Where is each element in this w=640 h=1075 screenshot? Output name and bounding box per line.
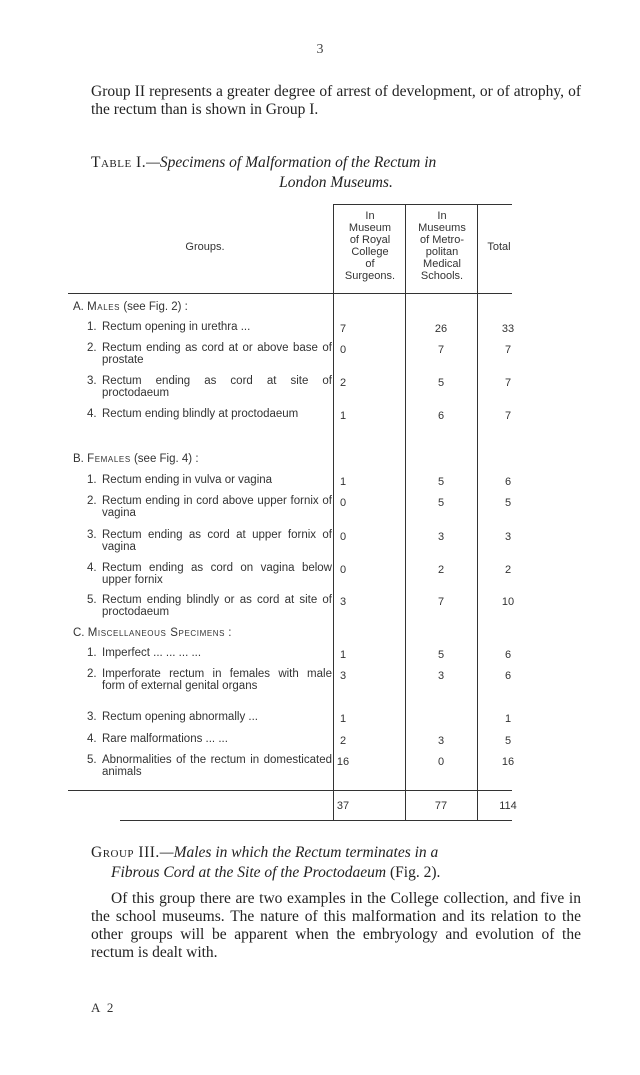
table-bottom-rule (120, 820, 512, 821)
cell-schools: 5 (437, 377, 445, 389)
page-number: 3 (316, 42, 324, 57)
cell-total: 7 (504, 344, 512, 356)
table-row: 1. Rectum ending in vulva or vagina (87, 474, 273, 486)
cell-total: 6 (504, 476, 512, 488)
group3-title-line2: Fibrous Cord at the Site of the Proctodaeum (111, 864, 387, 881)
cell-total: 7 (504, 377, 512, 389)
group3-heading (91, 843, 581, 883)
cell-schools: 7 (437, 344, 445, 356)
header-schools: In Museums of Metro- politan Medical Schools. (418, 210, 466, 282)
cell-total: 1 (504, 713, 512, 725)
cell-rcs: 2 (339, 735, 347, 747)
cell-total: 6 (504, 649, 512, 661)
cell-rcs: 0 (339, 531, 347, 543)
cell-rcs: 16 (336, 756, 350, 768)
cell-total: 16 (501, 756, 515, 768)
cell-total: 3 (504, 531, 512, 543)
group3-title: —Males in which the Rectum terminates in a (159, 844, 439, 861)
cell-schools: 0 (437, 756, 445, 768)
cell-schools: 5 (437, 649, 445, 661)
cell-rcs: 1 (339, 476, 347, 488)
totals-top-rule (68, 790, 512, 791)
cell-schools: 3 (437, 735, 445, 747)
cell-rcs: 0 (339, 564, 347, 576)
cell-rcs: 1 (339, 649, 347, 661)
table-row: 2. Rectum ending in cord above upper fornix of vagina (87, 495, 332, 519)
cell-total: 10 (501, 596, 515, 608)
group3-fig-ref: (Fig. 2). (389, 864, 441, 881)
body-paragraph: Of this group there are two examples in the College collection, and five in the school museums. The nature of this malformation and its relation to the other groups will be apparent when the embryology and evolution of the rectum is dealt with. (91, 890, 581, 961)
table-row: 4. Rare malformations ... ... (87, 733, 228, 745)
cell-total: 33 (501, 323, 515, 335)
table-caption-label: Table I. (91, 154, 147, 171)
cell-total: 2 (504, 564, 512, 576)
total-grand: 114 (499, 800, 517, 812)
cell-schools: 3 (437, 670, 445, 682)
cell-schools: 5 (437, 497, 445, 509)
cell-schools: 5 (437, 476, 445, 488)
cell-rcs: 2 (339, 377, 347, 389)
table-row: 2. Imperforate rectum in females with male form of external genital organs (87, 668, 332, 692)
total-schools: 77 (434, 800, 448, 812)
cell-total: 6 (504, 670, 512, 682)
col-divider-2 (405, 204, 406, 820)
table-row: 2. Rectum ending as cord at or above base of prostate (87, 342, 332, 366)
col-divider-3 (477, 204, 478, 820)
header-total: Total (487, 241, 511, 253)
table-row: 4. Rectum ending as cord on vagina below upper fornix (87, 562, 332, 586)
cell-total: 7 (504, 410, 512, 422)
table-row: 5. Rectum ending blindly or as cord at site of proctodaeum (87, 594, 332, 618)
table-row: 4. Rectum ending blindly at proctodaeum (87, 408, 299, 420)
cell-rcs: 0 (339, 497, 347, 509)
table-top-rule (333, 204, 512, 205)
group3-label: Group III. (91, 844, 160, 861)
table-row: 5. Abnormalities of the rectum in domesticated animals (87, 754, 332, 778)
section-a-heading: A. Males (see Fig. 2) : (73, 301, 188, 313)
section-c-heading: C. Miscellaneous Specimens : (73, 627, 232, 639)
table-row: 3. Rectum ending as cord at site of proctodaeum (87, 375, 332, 399)
header-groups: Groups. (185, 241, 225, 253)
total-rcs: 37 (336, 800, 350, 812)
header-bottom-rule (68, 293, 512, 294)
table-row: 3. Rectum ending as cord at upper fornix of vagina (87, 529, 332, 553)
table-caption-title: —Specimens of Malformation of the Rectum in (146, 154, 437, 171)
cell-schools: 26 (434, 323, 448, 335)
cell-total: 5 (504, 497, 512, 509)
table-row: 3. Rectum opening abnormally ... (87, 711, 258, 723)
table-caption-title-line2: London Museums. (279, 174, 393, 191)
cell-rcs: 1 (339, 410, 347, 422)
header-rcs: In Museum of Royal College of Surgeons. (344, 210, 396, 282)
cell-schools: 6 (437, 410, 445, 422)
cell-schools: 7 (437, 596, 445, 608)
table-row: 1. Rectum opening in urethra ... (87, 321, 251, 333)
cell-rcs: 7 (339, 323, 347, 335)
table-row: 1. Imperfect ... ... ... ... (87, 647, 202, 659)
cell-schools: 2 (437, 564, 445, 576)
cell-rcs: 3 (339, 670, 347, 682)
section-b-heading: B. Females (see Fig. 4) : (73, 453, 199, 465)
signature-mark: A 2 (91, 1000, 116, 1015)
cell-rcs: 3 (339, 596, 347, 608)
cell-rcs: 0 (339, 344, 347, 356)
intro-paragraph: Group II represents a greater degree of arrest of development, or of atrophy, of the rectum than is shown in Group I. (91, 83, 581, 118)
cell-rcs: 1 (339, 713, 347, 725)
cell-total: 5 (504, 735, 512, 747)
cell-schools: 3 (437, 531, 445, 543)
col-divider-1 (333, 204, 334, 820)
